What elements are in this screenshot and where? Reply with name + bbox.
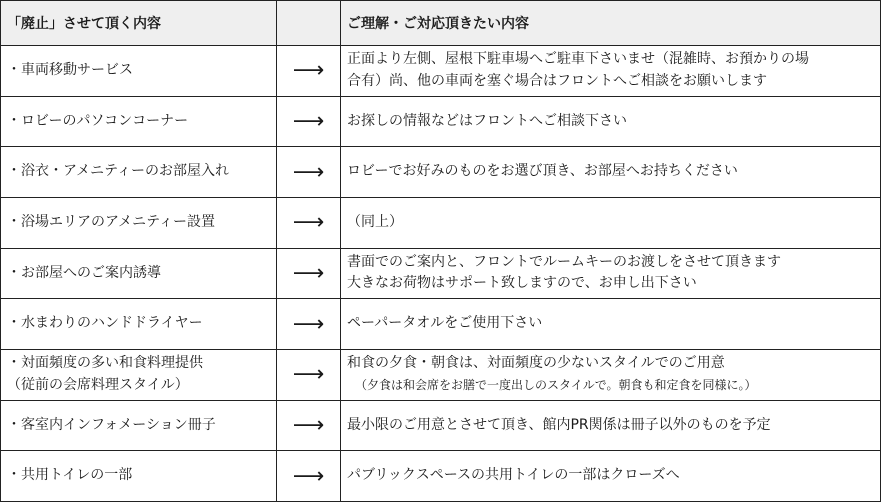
response-line: パブリックスペースの共用トイレの一部はクローズへ xyxy=(347,467,680,484)
arrow-icon: ⟶ xyxy=(277,197,341,248)
arrow-icon: ⟶ xyxy=(277,46,341,97)
service-line: ・浴場エリアのアメニティー設置 xyxy=(7,213,216,230)
service-line: ・共用トイレの一部 xyxy=(7,467,133,484)
arrow-icon: ⟶ xyxy=(277,96,341,147)
table-row xyxy=(1,451,881,502)
service-line: ・対面頻度の多い和食料理提供 xyxy=(7,355,203,372)
table-row xyxy=(1,147,881,198)
table-row xyxy=(1,299,881,350)
header-request: ご理解・ご対応頂きたい内容 xyxy=(341,1,881,46)
response-cell xyxy=(341,299,881,350)
table-row xyxy=(1,248,881,299)
response-cell xyxy=(341,147,881,198)
service-cell xyxy=(1,451,277,502)
response-cell xyxy=(341,349,881,400)
response-line: ペーパータオルをご使用下さい xyxy=(347,315,543,332)
table-row xyxy=(1,400,881,451)
response-line: お探しの情報などはフロントへご相談下さい xyxy=(347,112,627,129)
header-arrow-blank xyxy=(277,1,341,46)
service-cell xyxy=(1,299,277,350)
table-header-row xyxy=(1,1,881,46)
response-line: 合有）尚、他の車両を塞ぐ場合はフロントへご相談をお願いします xyxy=(347,72,767,89)
service-cell xyxy=(1,96,277,147)
arrow-icon: ⟶ xyxy=(277,248,341,299)
response-cell xyxy=(341,46,881,97)
service-cell xyxy=(1,248,277,299)
arrow-icon: ⟶ xyxy=(277,299,341,350)
response-note: （夕食は和会席をお膳で一度出しのスタイルで。朝食も和定食を同様に。） xyxy=(355,377,757,392)
service-line: ・浴衣・アメニティーのお部屋入れ xyxy=(7,163,230,180)
arrow-icon: ⟶ xyxy=(277,400,341,451)
arrow-icon: ⟶ xyxy=(277,147,341,198)
response-line: 書面でのご案内と、フロントでルームキーのお渡しをさせて頂きます xyxy=(347,253,781,270)
service-cell xyxy=(1,349,277,400)
service-cell xyxy=(1,197,277,248)
service-cell xyxy=(1,46,277,97)
response-cell xyxy=(341,400,881,451)
response-cell xyxy=(341,451,881,502)
service-cell xyxy=(1,147,277,198)
service-line: ・車両移動サービス xyxy=(7,61,133,78)
table-row xyxy=(1,197,881,248)
table-row xyxy=(1,349,881,400)
response-line: （同上） xyxy=(347,213,403,230)
response-line: ロビーでお好みのものをお選び頂き、お部屋へお持ちください xyxy=(347,163,738,180)
service-line: ・ロビーのパソコンコーナー xyxy=(7,112,189,129)
response-cell xyxy=(341,197,881,248)
service-line: （従前の会席料理スタイル） xyxy=(7,376,189,393)
arrow-icon: ⟶ xyxy=(277,349,341,400)
response-line: 最小限のご用意とさせて頂き、館内PR関係は冊子以外のものを予定 xyxy=(347,416,771,433)
table-row xyxy=(1,96,881,147)
service-line: ・水まわりのハンドドライヤー xyxy=(7,315,203,332)
header-discontinued: 「廃止」させて頂く内容 xyxy=(1,1,277,46)
response-line: 大きなお荷物はサポート致しますので、お申し出下さい xyxy=(347,275,697,292)
service-line: ・客室内インフォメーション冊子 xyxy=(7,416,216,433)
table-row xyxy=(1,46,881,97)
service-line: ・お部屋へのご案内誘導 xyxy=(7,264,161,281)
arrow-icon: ⟶ xyxy=(277,451,341,502)
service-cell xyxy=(1,400,277,451)
response-line: 正面より左側、屋根下駐車場へご駐車下さいませ（混雑時、お預かりの場 xyxy=(347,51,809,68)
response-line: 和食の夕食・朝食は、対面頻度の少ないスタイルでのご用意 xyxy=(347,355,725,372)
response-cell xyxy=(341,96,881,147)
response-cell xyxy=(341,248,881,299)
